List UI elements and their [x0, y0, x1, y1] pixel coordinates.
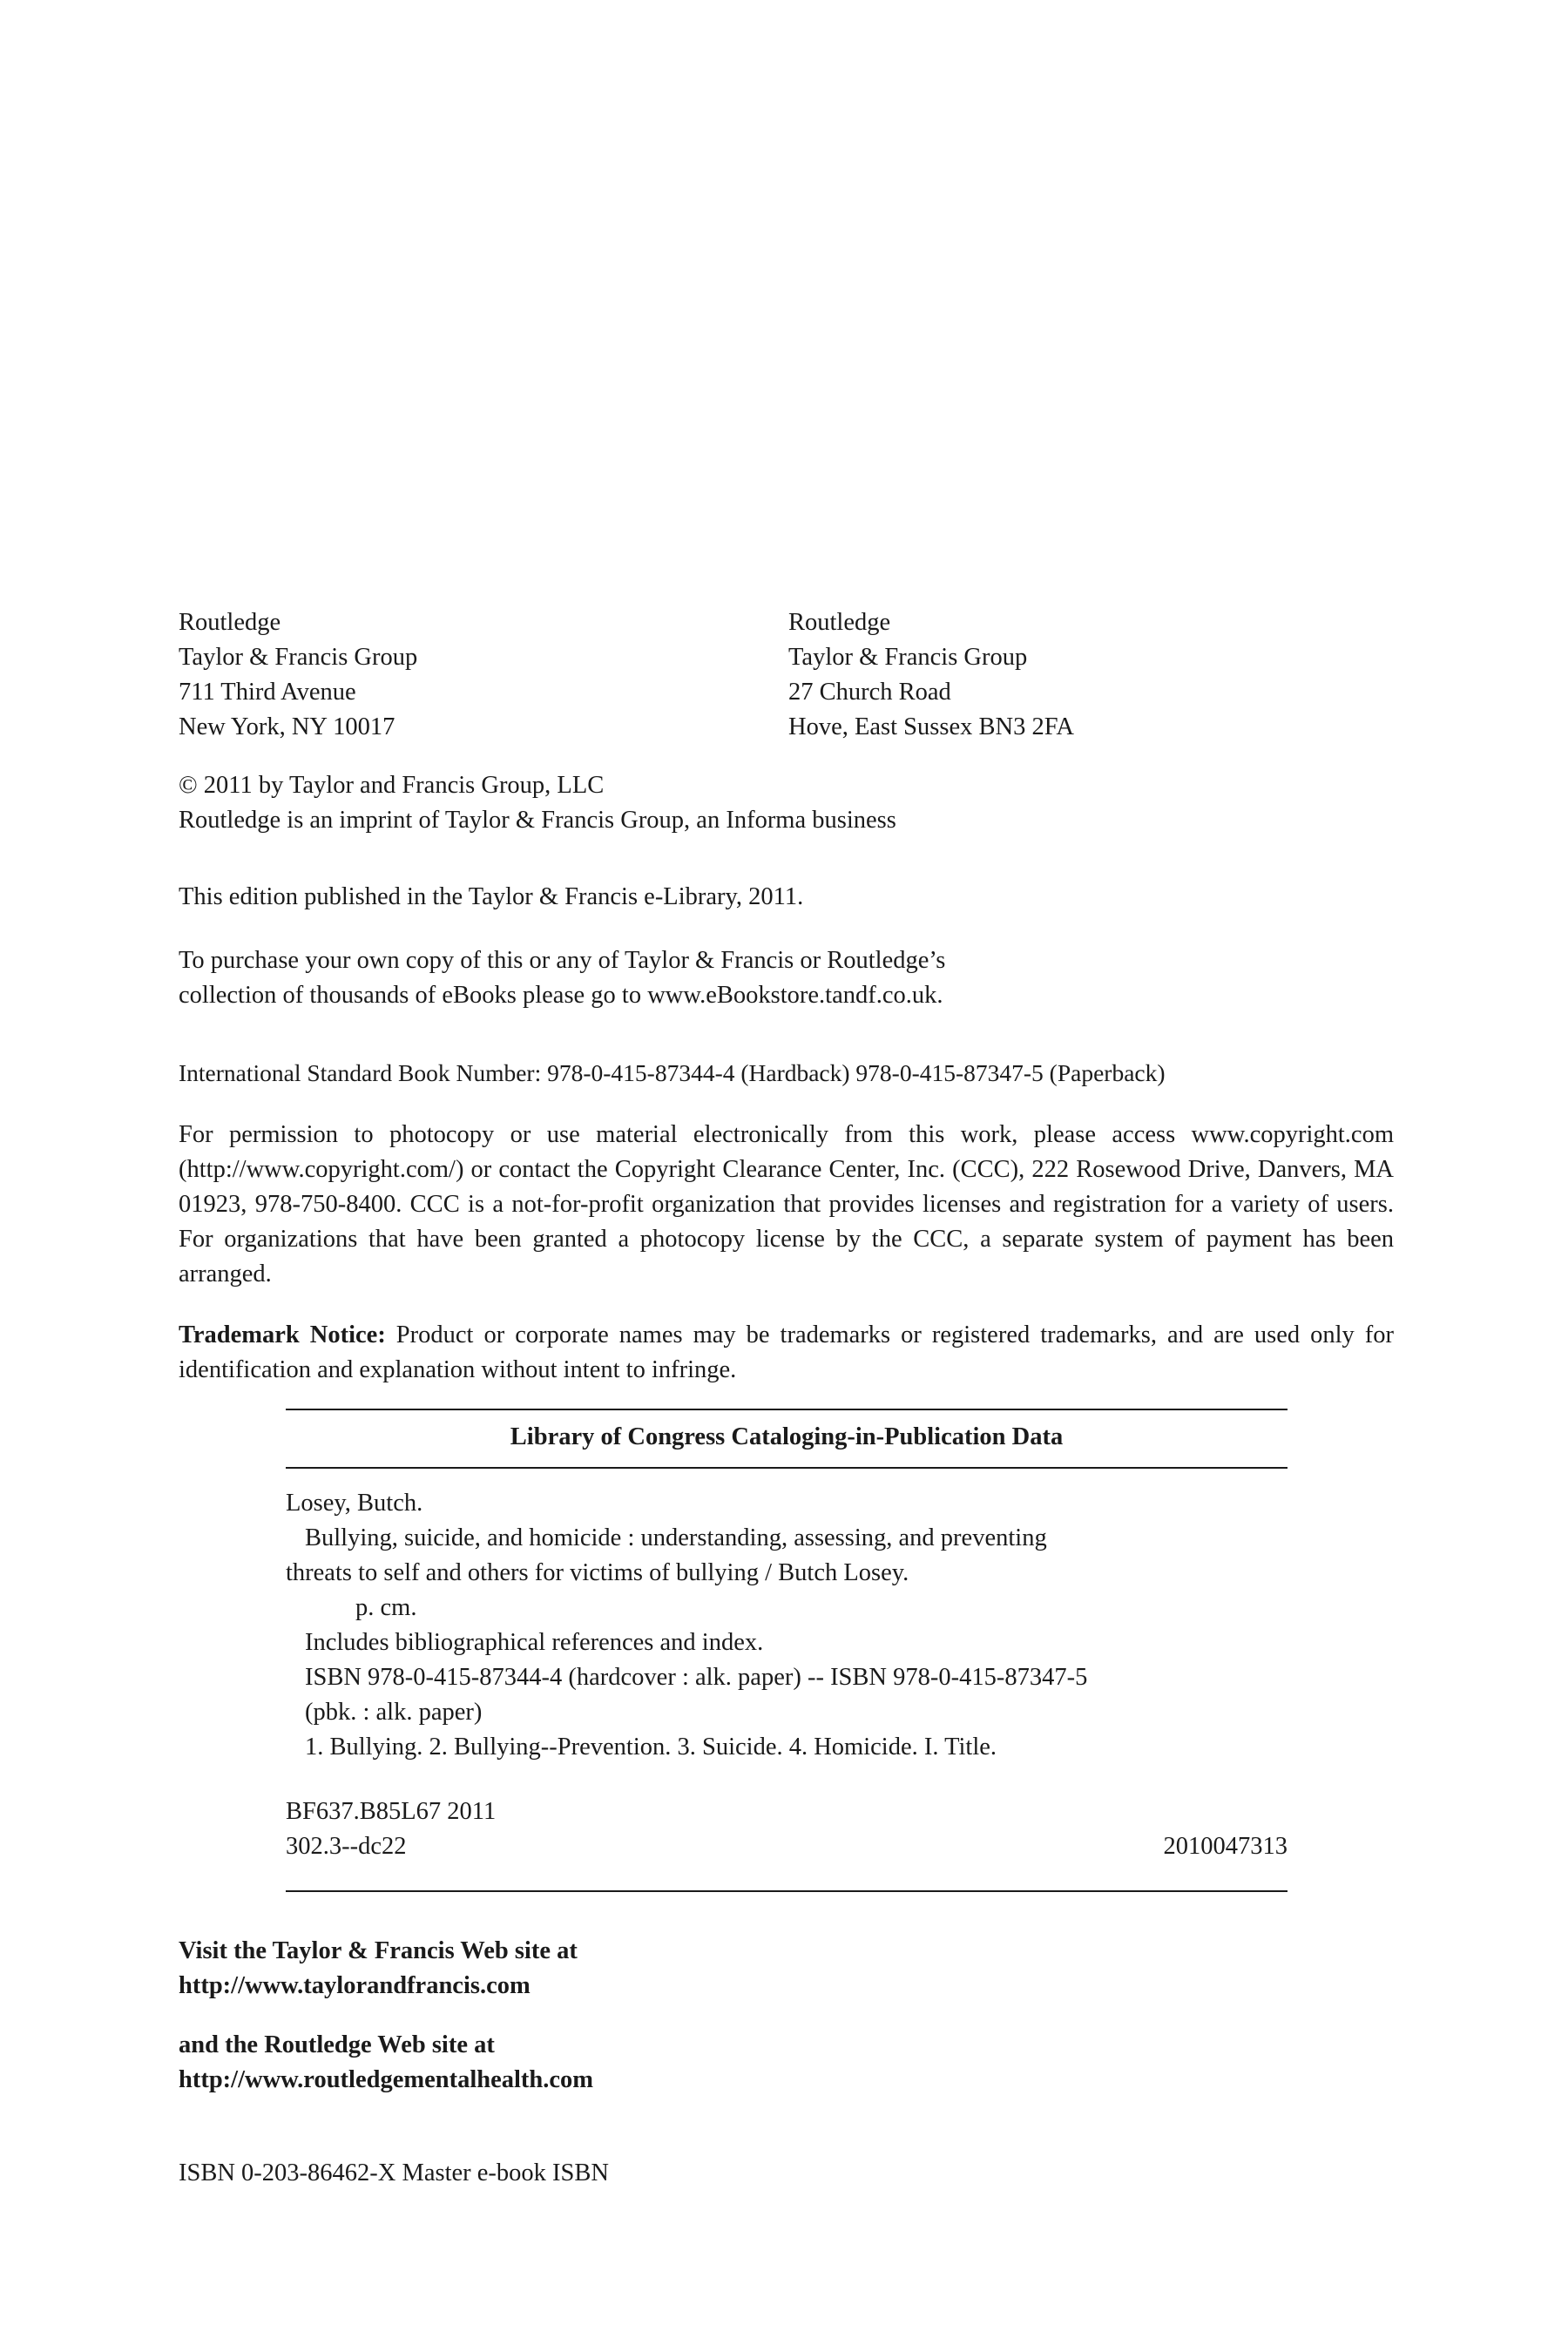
trademark-notice [179, 1318, 1394, 1388]
purchase-notice [179, 943, 1394, 1013]
publisher-group: Taylor & Francis Group [179, 644, 418, 671]
purchase-line: To purchase your own copy of this or any of Taylor & Francis or Routledge’s [179, 947, 946, 974]
cip-call-number: BF637.B85L67 2011 [286, 1798, 497, 1825]
rt-web-label: and the Routledge Web site at [179, 2031, 495, 2058]
publisher-street: 711 Third Avenue [179, 679, 356, 706]
cip-title-line: threats to self and others for victims of bullying / Butch Losey. [286, 1559, 909, 1586]
copyright-line: © 2011 by Taylor and Francis Group, LLC [179, 772, 605, 799]
cip-record [286, 1486, 1288, 1864]
web-sites [179, 1934, 1394, 2098]
publisher-name: Routledge [179, 609, 281, 636]
cip-classification-row [286, 1829, 1288, 1864]
trademark-text: Product or corporate names may be trademarks or registered trademarks, and are used only for identification and explanation without intent to infringe. [179, 1321, 1394, 1383]
tf-web-label: Visit the Taylor & Francis Web site at [179, 1937, 578, 1964]
cip-bottom-rule [286, 1890, 1288, 1892]
cip-isbn: ISBN 978-0-415-87344-4 (hardcover : alk. paper) -- ISBN 978-0-415-87347-5 [305, 1664, 1088, 1691]
cip-title-rule [286, 1467, 1288, 1469]
cip-top-rule [286, 1409, 1288, 1410]
rt-web-url[interactable]: http://www.routledgementalhealth.com [179, 2066, 594, 2093]
permission-notice: For permission to photocopy or use material electronically from this work, please access www.copyright.com (http://www.copyright.com/) or contact the Copyright Clearance Center, Inc. (CCC), 222 Rosewood Drive, Danvers, MA 01923, 978-750-8400. CCC is a not-for-profit organization that provides licenses and registration for a variety of users. For organizations that have been granted a photocopy license by the CCC, a separate system of payment has been arranged. [179, 1121, 1394, 1288]
imprint-line: Routledge is an imprint of Taylor & Francis Group, an Informa business [179, 807, 896, 834]
cip-title-line: Bullying, suicide, and homicide : understanding, assessing, and preventing [305, 1524, 1047, 1551]
cip-isbn: (pbk. : alk. paper) [305, 1699, 483, 1726]
cip-subjects: 1. Bullying. 2. Bullying--Prevention. 3. Suicide. 4. Homicide. I. Title. [305, 1734, 997, 1761]
isbn-notice: International Standard Book Number: 978-0-415-87344-4 (Hardback) 978-0-415-87347-5 (Paperback) [179, 1059, 1166, 1086]
edition-notice: This edition published in the Taylor & Francis e-Library, 2011. [179, 883, 804, 910]
publisher-city: New York, NY 10017 [179, 713, 395, 740]
publisher-city: Hove, East Sussex BN3 2FA [788, 713, 1075, 740]
publisher-street: 27 Church Road [788, 679, 951, 706]
copyright-notice [179, 768, 1394, 838]
tf-web-url[interactable]: http://www.taylorandfrancis.com [179, 1972, 531, 1999]
publisher-name: Routledge [788, 609, 891, 636]
purchase-line: collection of thousands of eBooks please go to www.eBookstore.tandf.co.uk. [179, 982, 943, 1009]
publisher-address-us [179, 605, 417, 745]
cip-lccn: 2010047313 [1163, 1833, 1288, 1860]
trademark-label: Trademark Notice: [179, 1321, 386, 1348]
cip-dewey: 302.3--dc22 [286, 1833, 407, 1860]
publisher-address-uk [788, 605, 1074, 745]
cip-pcm: p. cm. [355, 1594, 417, 1621]
master-isbn: ISBN 0-203-86462-X Master e-book ISBN [179, 2159, 609, 2186]
cip-biblio: Includes bibliographical references and index. [305, 1629, 764, 1656]
publisher-group: Taylor & Francis Group [788, 644, 1028, 671]
cip-author: Losey, Butch. [286, 1490, 423, 1517]
cip-title: Library of Congress Cataloging-in-Publication Data [510, 1423, 1064, 1450]
